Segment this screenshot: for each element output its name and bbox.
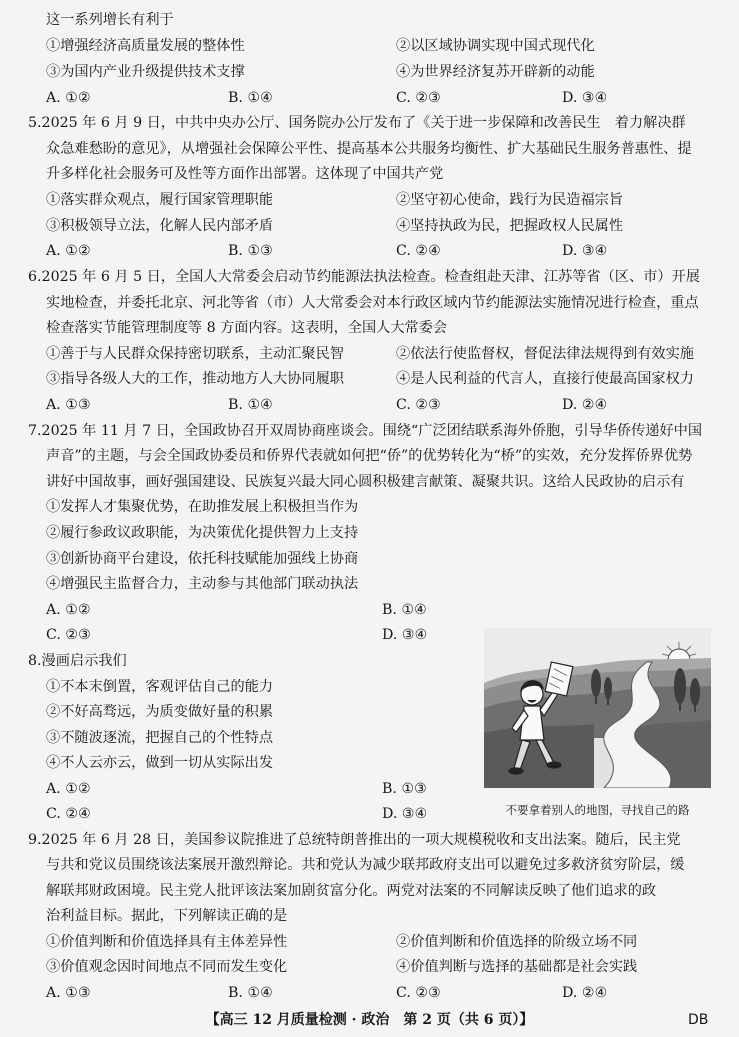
q5-option-4: ④坚持执政为民，把握政权人民属性: [396, 218, 624, 234]
q8-choice-b: B. ①③: [382, 781, 427, 797]
q8-choice-c: C. ②④: [46, 806, 91, 822]
q7-stem-line-3: 讲好中国故事，画好强国建设、民族复兴最大同心圆积极建言献策、凝聚共识。这给人民政协的启示有: [46, 474, 685, 490]
q9-option-4: ④价值判断与选择的基础都是社会实践: [396, 959, 638, 975]
q6-choice-a: A. ①③: [46, 397, 91, 413]
cartoon-caption: 不要拿着别人的地图，寻找自己的路: [505, 803, 690, 817]
q6-option-4: ④是人民利益的代言人，直接行使最高国家权力: [396, 371, 694, 387]
q8-choice-d: D. ③④: [382, 806, 428, 822]
q7-option-3: ③创新协商平台建设，依托科技赋能加强线上协商: [46, 551, 359, 567]
q4-option-1: ①增强经济高质量发展的整体性: [46, 38, 245, 54]
cartoon-illustration: [484, 628, 711, 788]
q4-choice-c: C. ②③: [396, 90, 441, 106]
q7-stem-line-1: 7.2025 年 11 月 7 日，全国政协召开双周协商座谈会。围绕“广泛团结联系海外侨胞，引导华侨传递好中国: [28, 423, 703, 439]
q4-option-3: ③为国内产业升级提供技术支撑: [46, 64, 245, 80]
q6-stem-line-3: 检查落实节能管理制度等 8 方面内容。这表明，全国人大常委会: [46, 320, 448, 336]
q6-stem-line-2: 实地检查，并委托北京、河北等省（市）人大常委会对本行政区域内节约能源法实施情况进行检查，重点: [46, 295, 699, 311]
q4-option-4: ④为世界经济复苏开辟新的动能: [396, 64, 595, 80]
q6-choice-d: D. ②④: [562, 397, 608, 413]
q9-option-1: ①价值判断和价值选择具有主体差异性: [46, 934, 288, 950]
q6-option-1: ①善于与人民群众保持密切联系，主动汇聚民智: [46, 346, 344, 362]
q5-choice-b: B. ①③: [228, 243, 273, 259]
q6-option-2: ②依法行使监督权，督促法律法规得到有效实施: [396, 346, 694, 362]
q5-choice-c: C. ②④: [396, 243, 441, 259]
q9-choice-a: A. ①③: [46, 985, 91, 1001]
q9-option-3: ③价值观念因时间地点不同而发生变化: [46, 959, 288, 975]
q6-choice-c: C. ②③: [396, 397, 441, 413]
q5-choice-d: D. ③④: [562, 243, 608, 259]
q7-choice-d: D. ③④: [382, 627, 428, 643]
q5-stem-line-1: 5.2025 年 6 月 9 日，中共中央办公厅、国务院办公厅发布了《关于进一步保障和改善民生 着力解决群: [28, 115, 686, 131]
q6-stem-line-1: 6.2025 年 6 月 5 日，全国人大常委会启动节约能源法执法检查。检查组赴天津、江苏等省（区、市）开展: [28, 269, 700, 285]
q8-option-3: ③不随波逐流，把握自己的个性特点: [46, 730, 274, 746]
q4-choice-b: B. ①④: [228, 90, 273, 106]
q8-choice-a: A. ①②: [46, 781, 91, 797]
q6-choice-b: B. ①④: [228, 397, 273, 413]
q8-option-4: ④不人云亦云，做到一切从实际出发: [46, 755, 274, 771]
q9-option-2: ②价值判断和价值选择的阶级立场不同: [396, 934, 638, 950]
footer-code: DB: [688, 1012, 709, 1028]
q8-option-1: ①不本末倒置，客观评估自己的能力: [46, 679, 274, 695]
q9-stem-line-2: 与共和党议员围绕该法案展开激烈辩论。共和党认为减少联邦政府支出可以避免过多救济贫穷阶层，缓: [46, 857, 685, 873]
q7-stem-line-2: 声音”的主题，与会全国政协委员和侨界代表就如何把“侨”的优势转化为“桥”的实效，充分发挥侨界优势: [46, 448, 693, 464]
q7-choice-c: C. ②③: [46, 627, 91, 643]
q9-stem-line-3: 解联邦财政困境。民主党人批评该法案加剧贫富分化。两党对法案的不同解读反映了他们追求的政: [46, 883, 657, 899]
q4-stem-tail: 这一系列增长有利于: [46, 12, 174, 28]
q9-stem-line-4: 治利益目标。据此，下列解读正确的是: [46, 908, 288, 924]
q8-option-2: ②不好高骛远，为质变做好量的积累: [46, 704, 274, 720]
q7-choice-b: B. ①④: [382, 602, 427, 618]
q7-option-2: ②履行参政议政职能，为决策优化提供智力上支持: [46, 525, 359, 541]
page-footer: 【高三 12 月质量检测 · 政治 第 2 页（共 6 页）】: [205, 1012, 534, 1028]
q7-option-1: ①发挥人才集聚优势，在助推发展上积极担当作为: [46, 499, 359, 515]
q9-choice-c: C. ②③: [396, 985, 441, 1001]
q9-choice-d: D. ②④: [562, 985, 608, 1001]
q9-choice-b: B. ①④: [228, 985, 273, 1001]
q5-stem-line-2: 众急难愁盼的意见》，从增强社会保障公平性、提高基本公共服务均衡性、扩大基础民生服务普惠性、提: [46, 141, 692, 157]
q5-option-1: ①落实群众观点，履行国家管理职能: [46, 192, 274, 208]
q5-choice-a: A. ①②: [46, 243, 91, 259]
q8-stem: 8.漫画启示我们: [28, 653, 127, 669]
q7-choice-a: A. ①②: [46, 602, 91, 618]
q5-stem-line-3: 升多样化社会服务可及性等方面作出部署。这体现了中国共产党: [46, 166, 444, 182]
q4-choice-a: A. ①②: [46, 90, 91, 106]
q5-option-2: ②坚守初心使命，践行为民造福宗旨: [396, 192, 624, 208]
q4-choice-d: D. ③④: [562, 90, 608, 106]
q5-option-3: ③积极领导立法，化解人民内部矛盾: [46, 218, 274, 234]
q4-option-2: ②以区域协调实现中国式现代化: [396, 38, 595, 54]
q7-option-4: ④增强民主监督合力，主动参与其他部门联动执法: [46, 576, 359, 592]
q9-stem-line-1: 9.2025 年 6 月 28 日，美国参议院推进了总统特朗普推出的一项大规模税收和支出法案。随后，民主党: [28, 832, 681, 848]
q6-option-3: ③指导各级人大的工作，推动地方人大协同履职: [46, 371, 344, 387]
